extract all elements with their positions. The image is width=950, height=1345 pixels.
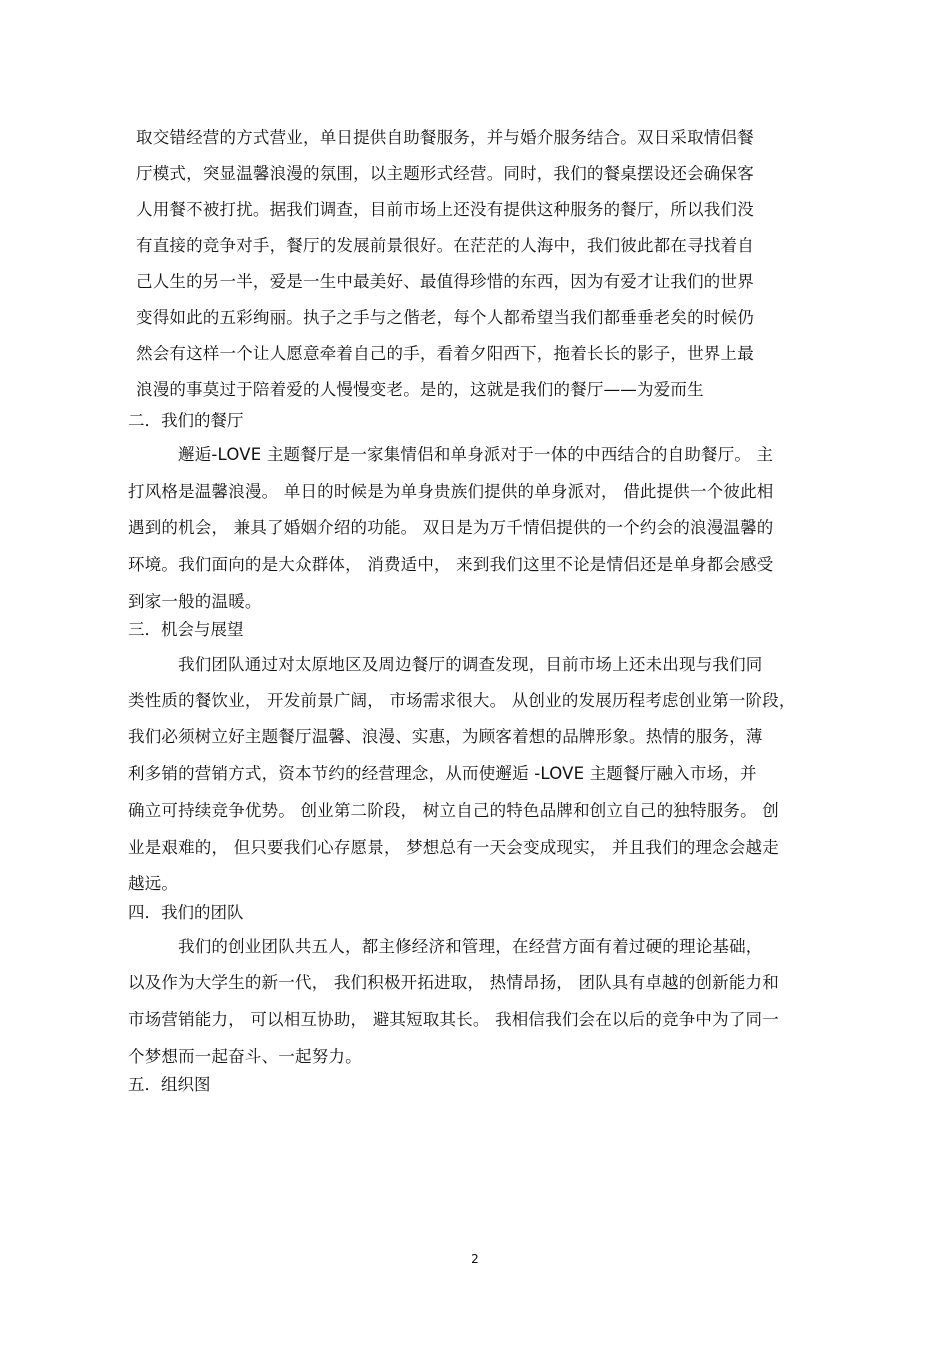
paragraph-line: 变得如此的五彩绚丽。执子之手与之偕老，每个人都希望当我们都垂垂老矣的时候仍 [136, 308, 754, 327]
paragraph-line: 我们团队通过对太原地区及周边餐厅的调查发现，目前市场上还未出现与我们同 [178, 655, 763, 674]
paragraph-line: 有直接的竞争对手，餐厅的发展前景很好。在茫茫的人海中，我们彼此都在寻找着自 [136, 236, 754, 255]
paragraph-line: 确立可持续竞争优势。 创业第二阶段， 树立自己的特色品牌和创立自己的独特服务。 创 [128, 801, 779, 820]
paragraph-line: 邂逅-LOVE 主题餐厅是一家集情侣和单身派对于一体的中西结合的自助餐厅。 主 [178, 445, 774, 464]
paragraph-line: 到家一般的温暖。 [128, 592, 262, 611]
section-heading-team: 四．我们的团队 [128, 903, 244, 922]
paragraph-line: 越远。 [128, 874, 179, 893]
paragraph-line: 个梦想而一起奋斗、一起努力。 [128, 1047, 362, 1066]
paragraph-line: 市场营销能力， 可以相互协助， 避其短取其长。 我相信我们会在以后的竞争中为了同一 [128, 1010, 779, 1029]
paragraph-line: 己人生的另一半，爱是一生中最美好、最值得珍惜的东西，因为有爱才让我们的世界 [136, 272, 754, 291]
paragraph-line: 人用餐不被打扰。据我们调查，目前市场上还没有提供这种服务的餐厅，所以我们没 [136, 200, 754, 219]
paragraph-line: 浪漫的事莫过于陪着爱的人慢慢变老。是的，这就是我们的餐厅——为爱而生 [136, 380, 704, 399]
paragraph-line: 以及作为大学生的新一代， 我们积极开拓进取， 热情昂扬， 团队具有卓越的创新能力和 [128, 973, 779, 992]
paragraph-line: 我们必须树立好主题餐厅温馨、浪漫、实惠，为顾客着想的品牌形象。热情的服务，薄 [128, 727, 763, 746]
paragraph-line: 厅模式，突显温馨浪漫的氛围，以主题形式经营。同时，我们的餐桌摆设还会确保客 [136, 164, 754, 183]
paragraph-line: 取交错经营的方式营业，单日提供自助餐服务，并与婚介服务结合。双日采取情侣餐 [136, 128, 754, 147]
section-heading-restaurant: 二．我们的餐厅 [128, 411, 244, 430]
page-number: 2 [471, 1252, 479, 1266]
paragraph-line: 利多销的营销方式，资本节约的经营理念，从而使邂逅 -LOVE 主题餐厅融入市场，并 [128, 764, 757, 783]
section-heading-opportunity: 三．机会与展望 [128, 620, 244, 639]
paragraph-line: 业是艰难的， 但只要我们心存愿景， 梦想总有一天会变成现实， 并且我们的理念会越走 [128, 838, 779, 857]
paragraph-line: 遇到的机会， 兼具了婚姻介绍的功能。 双日是为万千情侣提供的一个约会的浪漫温馨的 [128, 518, 774, 537]
paragraph-line: 环境。我们面向的是大众群体， 消费适中， 来到我们这里不论是情侣还是单身都会感受 [128, 555, 774, 574]
paragraph-line: 类性质的餐饮业， 开发前景广阔， 市场需求很大。 从创业的发展历程考虑创业第一阶段， [128, 691, 796, 710]
paragraph-line: 打风格是温馨浪漫。 单日的时候是为单身贵族们提供的单身派对， 借此提供一个彼此相 [128, 482, 774, 501]
paragraph-line: 我们的创业团队共五人，都主修经济和管理，在经营方面有着过硬的理论基础， [178, 937, 763, 956]
paragraph-line: 然会有这样一个让人愿意牵着自己的手，看着夕阳西下，拖着长长的影子，世界上最 [136, 344, 754, 363]
section-heading-org-chart: 五．组织图 [128, 1075, 211, 1094]
